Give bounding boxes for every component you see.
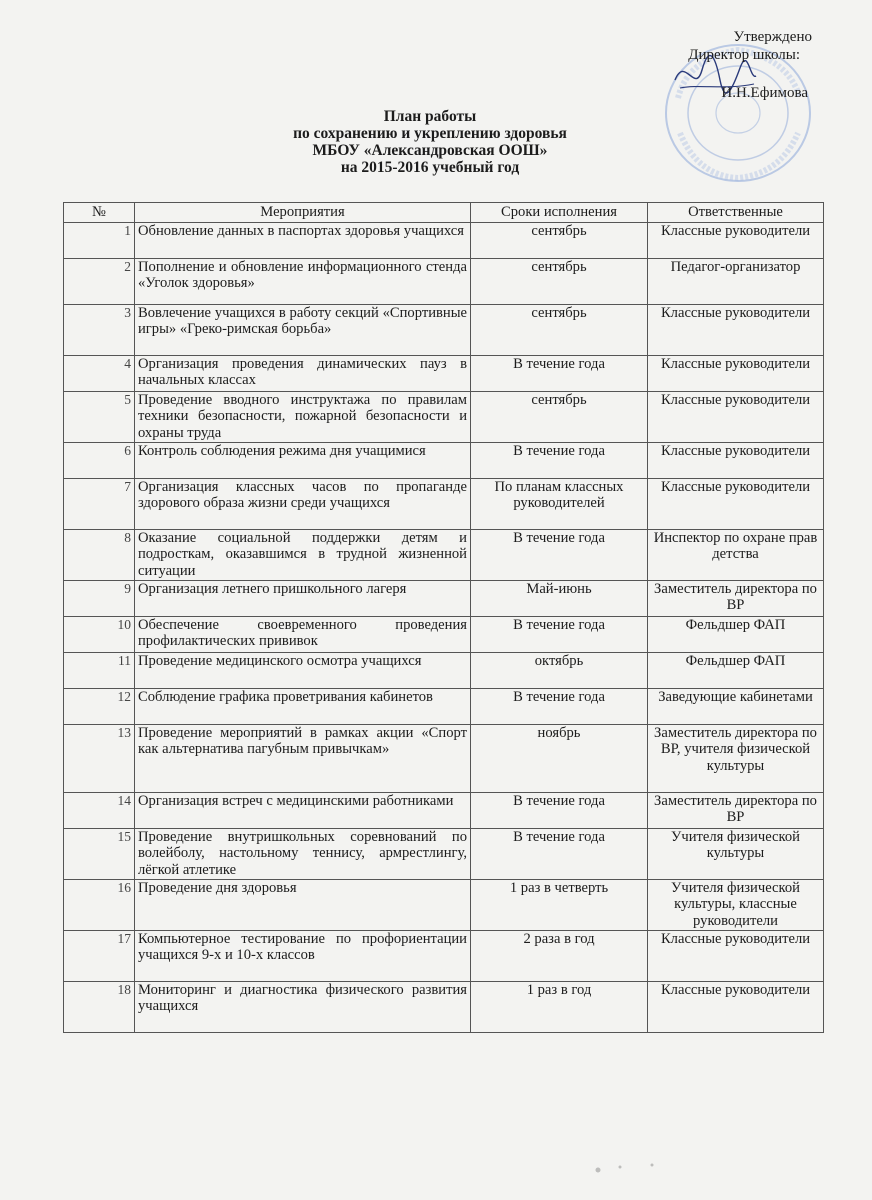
title-line-2: по сохранению и укреплению здоровья (293, 125, 567, 142)
row-term: В течение года (471, 793, 648, 829)
row-number: 16 (64, 880, 135, 931)
row-event: Проведение мероприятий в рамках акции «Спорт как альтернатива пагубным привычкам» (135, 725, 471, 793)
table-row (64, 793, 824, 829)
row-event: Компьютерное тестирование по профориентации учащихся 9-х и 10-х классов (135, 931, 471, 982)
approval-director: Директор школы: (688, 47, 800, 63)
row-event: Оказание социальной поддержки детям и подросткам, оказавшимся в трудной жизненной ситуации (135, 530, 471, 581)
row-responsible: Педагог-организатор (648, 259, 824, 305)
row-responsible: Классные руководители (648, 443, 824, 479)
row-term: В течение года (471, 443, 648, 479)
row-event: Обеспечение своевременного проведения профилактических прививок (135, 617, 471, 653)
row-number: 15 (64, 829, 135, 880)
title-line-1: План работы (383, 108, 477, 125)
row-event: Проведение внутришкольных соревнований по волейболу, настольному теннису, армрестлингу, лёгкой атлетике (135, 829, 471, 880)
row-number: 14 (64, 793, 135, 829)
row-responsible: Классные руководители (648, 356, 824, 392)
row-term: сентябрь (471, 223, 648, 259)
header-event: Мероприятия (135, 203, 471, 223)
row-number: 12 (64, 689, 135, 725)
row-number: 7 (64, 479, 135, 530)
row-term: сентябрь (471, 305, 648, 356)
table-row (64, 880, 824, 931)
row-event: Организация встреч с медицинскими работниками (135, 793, 471, 829)
row-number: 8 (64, 530, 135, 581)
row-term: Май-июнь (471, 581, 648, 617)
approval-approved: Утверждено (733, 29, 812, 45)
row-term: В течение года (471, 689, 648, 725)
row-event: Пополнение и обновление информационного стенда «Уголок здоровья» (135, 259, 471, 305)
table-header-row (64, 203, 824, 223)
row-term: сентябрь (471, 259, 648, 305)
row-responsible: Фельдшер ФАП (648, 653, 824, 689)
row-event: Организация проведения динамических пауз в начальных классах (135, 356, 471, 392)
row-responsible: Заместитель директора по ВР, учителя физической культуры (648, 725, 824, 793)
row-event: Проведение дня здоровья (135, 880, 471, 931)
row-term: 1 раз в год (471, 982, 648, 1033)
row-term: По планам классных руководителей (471, 479, 648, 530)
row-responsible: Учителя физической культуры, классные руководители (648, 880, 824, 931)
table-row (64, 223, 824, 259)
plan-table (63, 202, 824, 1033)
row-event: Проведение медицинского осмотра учащихся (135, 653, 471, 689)
row-responsible: Инспектор по охране прав детства (648, 530, 824, 581)
row-event: Соблюдение графика проветривания кабинетов (135, 689, 471, 725)
row-event: Вовлечение учащихся в работу секций «Спортивные игры» «Греко-римская борьба» (135, 305, 471, 356)
row-number: 2 (64, 259, 135, 305)
row-number: 13 (64, 725, 135, 793)
table-row (64, 931, 824, 982)
row-term: В течение года (471, 530, 648, 581)
row-event: Контроль соблюдения режима дня учащимися (135, 443, 471, 479)
row-number: 3 (64, 305, 135, 356)
row-responsible: Классные руководители (648, 479, 824, 530)
header-term: Сроки исполнения (471, 203, 648, 223)
table-row (64, 982, 824, 1033)
table-row (64, 443, 824, 479)
row-term: В течение года (471, 829, 648, 880)
table-row (64, 653, 824, 689)
row-responsible: Заместитель директора по ВР (648, 793, 824, 829)
row-number: 17 (64, 931, 135, 982)
table-row (64, 356, 824, 392)
table-row (64, 725, 824, 793)
row-number: 11 (64, 653, 135, 689)
row-number: 10 (64, 617, 135, 653)
row-number: 9 (64, 581, 135, 617)
row-responsible: Заместитель директора по ВР (648, 581, 824, 617)
row-responsible: Классные руководители (648, 223, 824, 259)
row-term: В течение года (471, 617, 648, 653)
table-row (64, 259, 824, 305)
table-row (64, 530, 824, 581)
row-number: 4 (64, 356, 135, 392)
row-number: 6 (64, 443, 135, 479)
title-line-3: МБОУ «Александровская ООШ» (312, 142, 548, 159)
row-responsible: Классные руководители (648, 305, 824, 356)
row-event: Организация классных часов по пропаганде здорового образа жизни среди учащихся (135, 479, 471, 530)
document-title (180, 108, 680, 176)
title-line-4: на 2015-2016 учебный год (340, 159, 520, 176)
row-event: Мониторинг и диагностика физического развития учащихся (135, 982, 471, 1033)
row-number: 1 (64, 223, 135, 259)
row-event: Проведение вводного инструктажа по правилам техники безопасности, пожарной безопасности и охраны труда (135, 392, 471, 443)
row-term: 2 раза в год (471, 931, 648, 982)
plan-table-body (64, 223, 824, 1033)
row-term: октябрь (471, 653, 648, 689)
row-responsible: Классные руководители (648, 982, 824, 1033)
table-row (64, 689, 824, 725)
scan-marks (590, 1158, 670, 1178)
header-resp: Ответственные (648, 203, 824, 223)
table-row (64, 392, 824, 443)
approval-block (660, 28, 860, 102)
table-row (64, 305, 824, 356)
table-row (64, 479, 824, 530)
row-responsible: Заведующие кабинетами (648, 689, 824, 725)
header-num: № (64, 203, 135, 223)
row-number: 18 (64, 982, 135, 1033)
row-event: Организация летнего пришкольного лагеря (135, 581, 471, 617)
row-responsible: Учителя физической культуры (648, 829, 824, 880)
row-responsible: Фельдшер ФАП (648, 617, 824, 653)
row-term: В течение года (471, 356, 648, 392)
row-term: ноябрь (471, 725, 648, 793)
row-term: сентябрь (471, 392, 648, 443)
row-responsible: Классные руководители (648, 931, 824, 982)
row-number: 5 (64, 392, 135, 443)
approval-director-name: И.Н.Ефимова (721, 85, 808, 101)
table-row (64, 617, 824, 653)
row-responsible: Классные руководители (648, 392, 824, 443)
table-row (64, 829, 824, 880)
row-term: 1 раз в четверть (471, 880, 648, 931)
row-event: Обновление данных в паспортах здоровья учащихся (135, 223, 471, 259)
table-row (64, 581, 824, 617)
